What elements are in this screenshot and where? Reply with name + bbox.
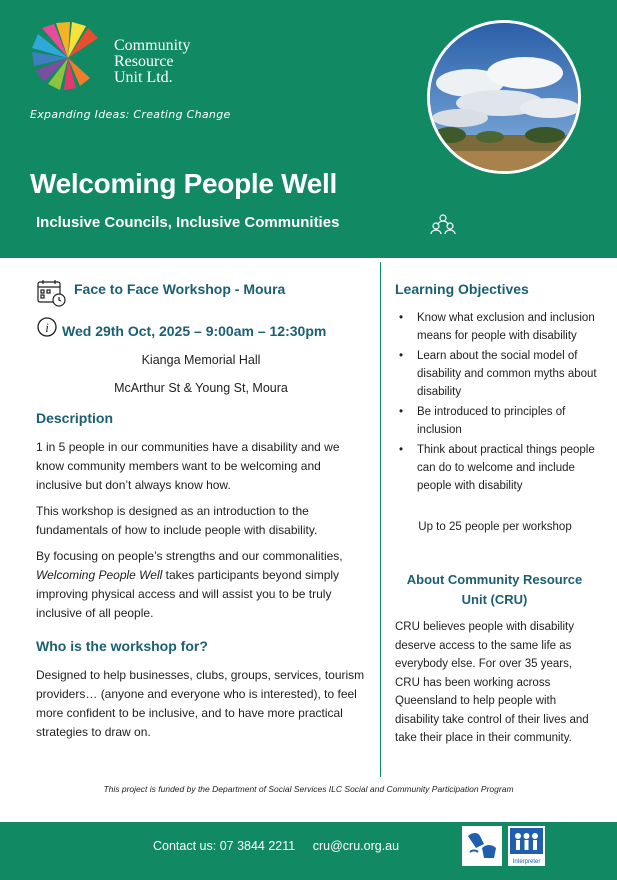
page-subtitle: Inclusive Councils, Inclusive Communities: [36, 214, 340, 231]
who-paragraph: Designed to help businesses, clubs, groups, services, tourism providers… (anyone and everyone who is interested), to feel more confident to be inclusive, and to have more practical strategies to draw on.: [36, 668, 365, 739]
description-heading: Description: [36, 410, 114, 426]
description-paragraph-3: By focusing on people’s strengths and our commonalities, Welcoming People Well takes participants beyond simply improving physical access and will assist you to be truly inclusive of all people.: [36, 549, 343, 620]
objectives-heading: Learning Objectives: [395, 281, 529, 297]
contact-phone[interactable]: Contact us: 07 3844 2211: [153, 839, 296, 853]
landscape-photo: [427, 20, 581, 174]
sign-language-icon: [462, 826, 502, 866]
capacity-note: Up to 25 people per workshop: [418, 521, 572, 533]
logo-text-line1: Community: [114, 37, 191, 54]
header-banner: [0, 0, 617, 258]
about-heading: About Community Resource Unit (CRU): [406, 572, 583, 607]
cru-logo-icon: [28, 22, 108, 92]
svg-text:i: i: [45, 320, 49, 335]
description-text: [36, 438, 368, 623]
contact-email[interactable]: cru@cru.org.au: [312, 839, 400, 853]
list-item: • Think about practical things people can do to welcome and include people with disability: [397, 441, 597, 495]
list-item: • Learn about the social model of disability and common myths about disability: [397, 347, 597, 401]
column-divider: [380, 262, 381, 777]
workshop-title: Face to Face Workshop - Moura: [74, 281, 286, 297]
about-text: CRU believes people with disability deserve access to the same life as everybody else. For over 35 years, CRU has been working across Queensland to help people with disability take control of their lives and take their place in their community.: [395, 621, 589, 744]
contact-info: [153, 839, 413, 853]
calendar-clock-icon: [36, 278, 68, 308]
funding-note: This project is funded by the Department of Social Services ILC Social and Community Participation Program: [103, 784, 514, 794]
info-icon: [36, 316, 58, 338]
workshop-date: Wed 29th Oct, 2025 – 9:00am – 12:30pm: [62, 323, 327, 339]
description-paragraph-1: 1 in 5 people in our communities have a disability and we know community members want to be welcoming and inclusive but don’t always know how.: [36, 440, 340, 492]
who-heading: Who is the workshop for?: [36, 638, 208, 654]
interpreter-icon: [508, 826, 545, 866]
objectives-list: [397, 309, 597, 497]
list-item: • Be introduced to principles of inclusion: [397, 403, 597, 439]
program-name: Welcoming People Well: [36, 568, 163, 582]
list-item: • Know what exclusion and inclusion means for people with disability: [397, 309, 597, 345]
logo-text-line2: Resource: [114, 53, 174, 70]
tagline: Expanding Ideas: Creating Change: [30, 108, 231, 121]
people-group-icon: [430, 212, 456, 238]
venue-address: McArthur St & Young St, Moura: [114, 381, 288, 395]
venue-name: Kianga Memorial Hall: [141, 353, 261, 367]
description-paragraph-2: This workshop is designed as an introduction to the fundamentals of how to include people with disability.: [36, 504, 318, 537]
page-title: Welcoming People Well: [30, 168, 337, 199]
svg-text:Interpreter: Interpreter: [512, 859, 541, 865]
cru-logo: [28, 22, 218, 92]
who-text: [36, 666, 368, 742]
logo-text-line3: Unit Ltd.: [114, 69, 173, 86]
